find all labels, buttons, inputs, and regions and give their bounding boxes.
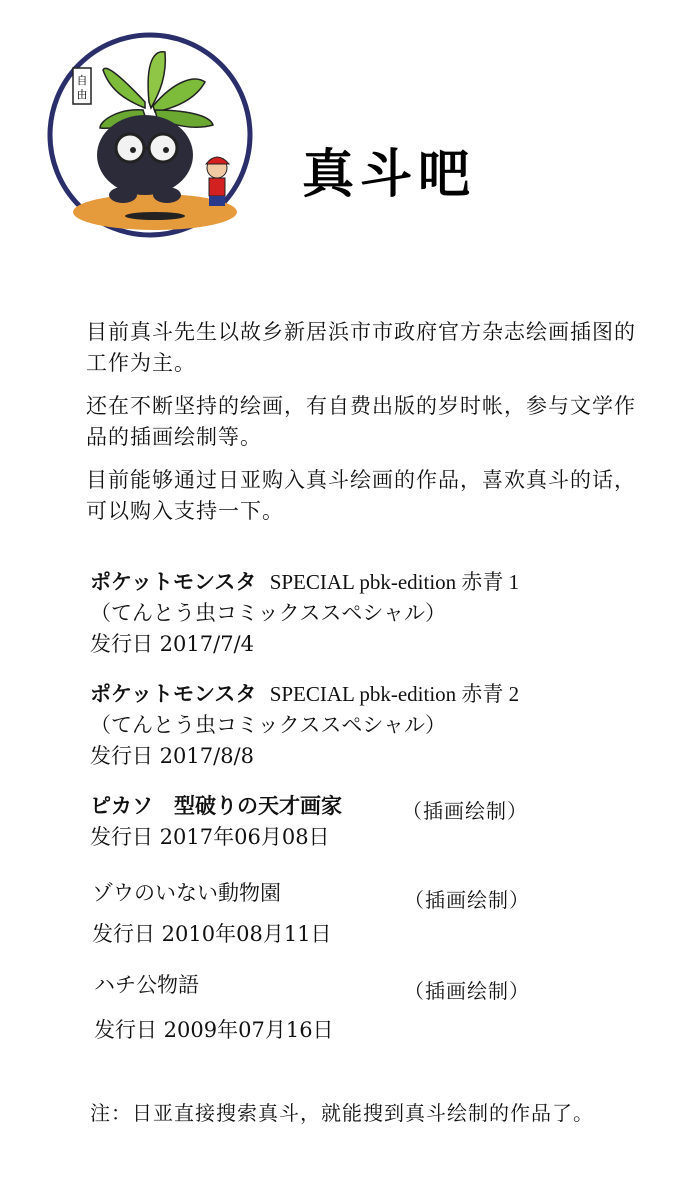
book-date: 发行日 2017/7/4 <box>90 632 254 656</box>
book-name: ピカソ 型破りの天才画家 <box>90 793 342 818</box>
book-item <box>90 678 680 772</box>
book-tag: （插画绘制） <box>404 888 530 912</box>
book-item <box>94 970 684 1046</box>
book-subtitle: （てんとう虫コミックススペシャル） <box>90 713 446 737</box>
book-date: 发行日 2017年06月08日 <box>90 825 330 849</box>
footer-note: 注：日亚直接搜索真斗，就能搜到真斗绘制的作品了。 <box>90 1101 594 1125</box>
page-title: 真斗吧 <box>302 145 477 205</box>
book-tag: （插画绘制） <box>404 979 530 1003</box>
book-name: ハチ公物語 <box>94 973 199 997</box>
book-series: SPECIAL pbk-edition 赤青 1 <box>269 570 520 594</box>
intro-paragraph: 还在不断坚持的绘画，有自费出版的岁时帐，参与文学作品的插画绘制等。 <box>86 394 636 449</box>
book-name: ポケットモンスタ <box>90 681 257 706</box>
intro-paragraph: 目前真斗先生以故乡新居浜市市政府官方杂志绘画插图的工作为主。 <box>86 320 636 375</box>
stamp-text-1: 自 <box>76 74 88 87</box>
book-item <box>90 566 680 660</box>
book-name: ゾウのいない動物園 <box>92 881 281 905</box>
book-series: SPECIAL pbk-edition 赤青 2 <box>269 682 520 706</box>
book-tag: （插画绘制） <box>402 799 528 823</box>
book-item <box>90 790 680 853</box>
logo-illustration <box>45 30 255 240</box>
book-subtitle: （てんとう虫コミックススペシャル） <box>90 601 446 625</box>
book-date: 发行日 2009年07月16日 <box>94 1018 334 1042</box>
book-date: 发行日 2017/8/8 <box>90 744 254 768</box>
stamp-text-2: 由 <box>76 88 88 101</box>
book-name: ポケットモンスタ <box>90 569 257 594</box>
book-item <box>92 878 682 950</box>
intro-text <box>86 317 646 539</box>
intro-paragraph: 目前能够通过日亚购入真斗绘画的作品，喜欢真斗的话，可以购入支持一下。 <box>86 468 636 523</box>
book-date: 发行日 2010年08月11日 <box>92 922 332 946</box>
